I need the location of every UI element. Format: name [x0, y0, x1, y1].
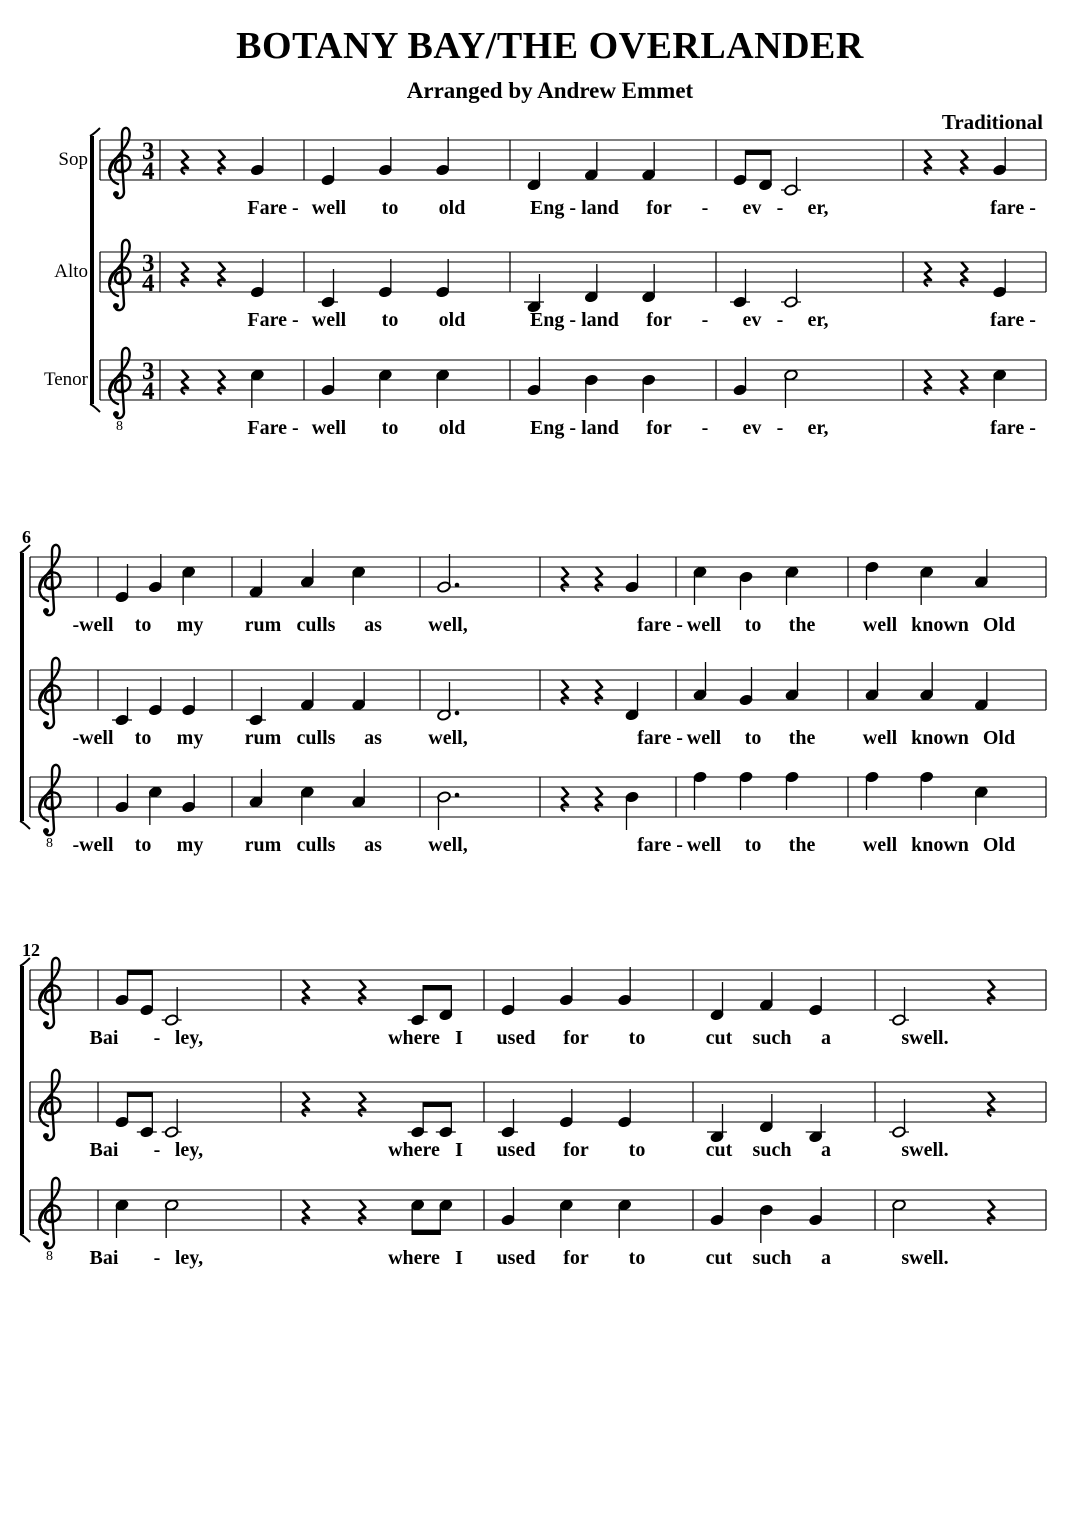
- time-signature-denominator: 4: [142, 378, 155, 405]
- lyric-syllable: Old: [982, 834, 1016, 856]
- lyric-syllable: ley,: [174, 1139, 204, 1161]
- lyric-syllable: swell.: [901, 1139, 949, 1161]
- treble-clef-icon-path: [39, 1070, 60, 1140]
- lyric-syllable: my: [176, 614, 204, 636]
- lyric-syllable: where: [388, 1247, 440, 1269]
- lyric-syllable: such: [752, 1247, 792, 1269]
- lyric-syllable: -: [776, 417, 784, 439]
- lyric-syllable: -: [153, 1139, 161, 1161]
- bracket-bottom-hook: [20, 821, 30, 829]
- lyric-syllable: Bai: [89, 1139, 119, 1161]
- lyric-syllable: known: [911, 614, 969, 636]
- lyric-syllable: ev: [742, 417, 762, 439]
- tenor-clef-octave-mark: 8: [116, 419, 123, 434]
- lyric-syllable: to: [134, 614, 152, 636]
- bracket-bottom-hook: [90, 404, 100, 412]
- treble-clef-icon: [109, 128, 130, 198]
- lyric-syllable: swell.: [901, 1247, 949, 1269]
- lyric-syllable: well,: [428, 834, 468, 856]
- lyric-syllable: rum: [244, 614, 282, 636]
- treble-clef-icon-path: [39, 1178, 60, 1248]
- time-signature-numerator: 3: [142, 138, 155, 165]
- treble-clef-icon-path: [39, 658, 60, 728]
- system-bracket: [90, 136, 94, 404]
- lyric-syllable: -: [701, 309, 709, 331]
- lyric-syllable: well: [686, 834, 722, 856]
- lyric-syllable: er,: [807, 417, 829, 439]
- lyric-syllable: a: [821, 1027, 831, 1049]
- lyric-syllable: rum: [244, 834, 282, 856]
- lyric-syllable: used: [496, 1139, 536, 1161]
- lyric-syllable: to: [628, 1027, 646, 1049]
- time-signature-numerator: 3: [142, 250, 155, 277]
- treble-clef-icon-path: [109, 348, 130, 418]
- treble-clef-icon-path: [109, 240, 130, 310]
- lyric-syllable: swell.: [901, 1027, 949, 1049]
- lyric-syllable: Old: [982, 614, 1016, 636]
- lyric-syllable: fare -: [990, 197, 1036, 219]
- lyric-syllable: well: [686, 727, 722, 749]
- lyric-syllable: ev: [742, 309, 762, 331]
- lyric-syllable: cut: [705, 1139, 733, 1161]
- treble-clef-icon-path: [39, 765, 60, 835]
- lyric-syllable: well: [862, 614, 898, 636]
- lyric-syllable: Old: [982, 727, 1016, 749]
- lyric-syllable: to: [744, 834, 762, 856]
- composer-credit: Traditional: [941, 110, 1043, 134]
- treble-clef-icon: [39, 1178, 60, 1248]
- lyric-syllable: well,: [428, 614, 468, 636]
- treble-clef-icon-dot: [43, 1021, 49, 1027]
- treble-clef-icon-dot: [43, 1133, 49, 1139]
- lyric-syllable: such: [752, 1027, 792, 1049]
- page-title: BOTANY BAY/THE OVERLANDER: [236, 25, 864, 67]
- lyric-syllable: as: [364, 727, 382, 749]
- lyric-syllable: to: [628, 1139, 646, 1161]
- measure-number: 12: [22, 940, 40, 960]
- lyric-syllable: for: [563, 1027, 589, 1049]
- treble-clef-icon: [39, 1070, 60, 1140]
- eighth-beam: [128, 1092, 153, 1097]
- treble-clef-icon-path: [39, 545, 60, 615]
- lyric-syllable: a: [821, 1139, 831, 1161]
- lyric-syllable: as: [364, 834, 382, 856]
- lyric-syllable: Fare -: [247, 417, 299, 439]
- measure-number: 6: [22, 527, 31, 547]
- lyric-syllable: my: [176, 834, 204, 856]
- lyric-syllable: for: [646, 197, 672, 219]
- lyric-syllable: fare -: [990, 309, 1036, 331]
- treble-clef-icon-dot: [113, 191, 119, 197]
- lyric-syllable: fare -: [637, 834, 683, 856]
- lyric-syllable: well: [311, 309, 347, 331]
- eighth-beam: [746, 150, 772, 155]
- lyric-syllable: culls: [296, 614, 336, 636]
- bracket-top-hook: [90, 128, 100, 136]
- lyric-syllable: -well: [72, 727, 114, 749]
- bracket-bottom-hook: [20, 1234, 30, 1242]
- lyric-syllable: well: [311, 417, 347, 439]
- lyric-syllable: used: [496, 1027, 536, 1049]
- lyric-syllable: ley,: [174, 1247, 204, 1269]
- lyric-syllable: well: [862, 834, 898, 856]
- staff-name: Sop: [58, 149, 88, 170]
- lyric-syllable: well: [862, 727, 898, 749]
- lyric-syllable: to: [381, 417, 399, 439]
- lyric-syllable: old: [438, 417, 466, 439]
- eighth-beam: [128, 970, 153, 975]
- treble-clef-icon: [39, 958, 60, 1028]
- lyric-syllable: culls: [296, 727, 336, 749]
- treble-clef-icon: [39, 765, 60, 835]
- lyric-syllable: well: [686, 614, 722, 636]
- lyric-syllable: -: [153, 1027, 161, 1049]
- lyric-syllable: to: [744, 614, 762, 636]
- lyric-syllable: fare -: [637, 727, 683, 749]
- lyric-syllable: land: [581, 417, 619, 439]
- treble-clef-icon-dot: [113, 303, 119, 309]
- lyric-syllable: land: [581, 309, 619, 331]
- lyric-syllable: well: [311, 197, 347, 219]
- augmentation-dot: [455, 711, 460, 716]
- lyric-syllable: -: [701, 197, 709, 219]
- lyric-syllable: the: [788, 727, 816, 749]
- tenor-clef-octave-mark: 8: [46, 1249, 53, 1264]
- lyric-syllable: to: [381, 197, 399, 219]
- arranger-credit: Arranged by Andrew Emmet: [406, 78, 694, 103]
- treble-clef-icon-dot: [113, 411, 119, 417]
- lyric-syllable: ev: [742, 197, 762, 219]
- eighth-beam: [412, 1230, 440, 1235]
- time-signature-denominator: 4: [142, 270, 155, 297]
- lyric-syllable: used: [496, 1247, 536, 1269]
- treble-clef-icon-dot: [43, 1241, 49, 1247]
- lyric-syllable: the: [788, 614, 816, 636]
- lyric-syllable: the: [788, 834, 816, 856]
- augmentation-dot: [455, 793, 460, 798]
- lyric-syllable: known: [911, 727, 969, 749]
- lyric-syllable: rum: [244, 727, 282, 749]
- treble-clef-icon-dot: [43, 828, 49, 834]
- staff-name: Tenor: [43, 369, 88, 390]
- treble-clef-icon: [109, 348, 130, 418]
- treble-clef-icon-dot: [43, 608, 49, 614]
- lyric-syllable: my: [176, 727, 204, 749]
- lyric-syllable: for: [563, 1139, 589, 1161]
- tenor-clef-octave-mark: 8: [46, 836, 53, 851]
- treble-clef-icon: [39, 658, 60, 728]
- staff-name: Alto: [54, 261, 88, 282]
- lyric-syllable: Bai: [89, 1027, 119, 1049]
- lyric-syllable: ley,: [174, 1027, 204, 1049]
- system-bracket: [20, 966, 24, 1234]
- lyric-syllable: as: [364, 614, 382, 636]
- lyric-syllable: Fare -: [247, 309, 299, 331]
- system-bracket: [20, 553, 24, 821]
- lyric-syllable: Eng -: [529, 309, 577, 331]
- lyric-syllable: I: [455, 1139, 463, 1161]
- lyric-syllable: Fare -: [247, 197, 299, 219]
- lyric-syllable: well,: [428, 727, 468, 749]
- treble-clef-icon-dot: [43, 721, 49, 727]
- treble-clef-icon-path: [109, 128, 130, 198]
- lyric-syllable: a: [821, 1247, 831, 1269]
- lyric-syllable: known: [911, 834, 969, 856]
- lyric-syllable: cut: [705, 1027, 733, 1049]
- lyric-syllable: to: [134, 834, 152, 856]
- lyric-syllable: for: [646, 417, 672, 439]
- lyric-syllable: cut: [705, 1247, 733, 1269]
- lyric-syllable: -: [776, 309, 784, 331]
- lyric-syllable: to: [744, 727, 762, 749]
- lyric-syllable: er,: [807, 309, 829, 331]
- lyric-syllable: for: [563, 1247, 589, 1269]
- lyric-syllable: Eng -: [529, 417, 577, 439]
- treble-clef-icon: [109, 240, 130, 310]
- lyric-syllable: to: [134, 727, 152, 749]
- lyric-syllable: to: [381, 309, 399, 331]
- eighth-beam: [423, 985, 451, 990]
- lyric-syllable: -: [776, 197, 784, 219]
- lyric-syllable: I: [455, 1027, 463, 1049]
- lyric-syllable: old: [438, 309, 466, 331]
- lyric-syllable: -: [701, 417, 709, 439]
- lyric-syllable: Eng -: [529, 197, 577, 219]
- treble-clef-icon: [39, 545, 60, 615]
- lyric-syllable: Bai: [89, 1247, 119, 1269]
- eighth-beam: [423, 1102, 451, 1107]
- lyric-syllable: to: [628, 1247, 646, 1269]
- lyric-syllable: for: [646, 309, 672, 331]
- lyric-syllable: fare -: [637, 614, 683, 636]
- lyric-syllable: such: [752, 1139, 792, 1161]
- time-signature-numerator: 3: [142, 358, 155, 385]
- lyric-syllable: where: [388, 1027, 440, 1049]
- lyric-syllable: er,: [807, 197, 829, 219]
- lyric-syllable: -well: [72, 834, 114, 856]
- lyric-syllable: -: [153, 1247, 161, 1269]
- lyric-syllable: I: [455, 1247, 463, 1269]
- time-signature-denominator: 4: [142, 158, 155, 185]
- treble-clef-icon-path: [39, 958, 60, 1028]
- lyric-syllable: culls: [296, 834, 336, 856]
- lyric-syllable: land: [581, 197, 619, 219]
- lyric-syllable: where: [388, 1139, 440, 1161]
- lyric-syllable: old: [438, 197, 466, 219]
- lyric-syllable: fare -: [990, 417, 1036, 439]
- lyric-syllable: -well: [72, 614, 114, 636]
- augmentation-dot: [455, 583, 460, 588]
